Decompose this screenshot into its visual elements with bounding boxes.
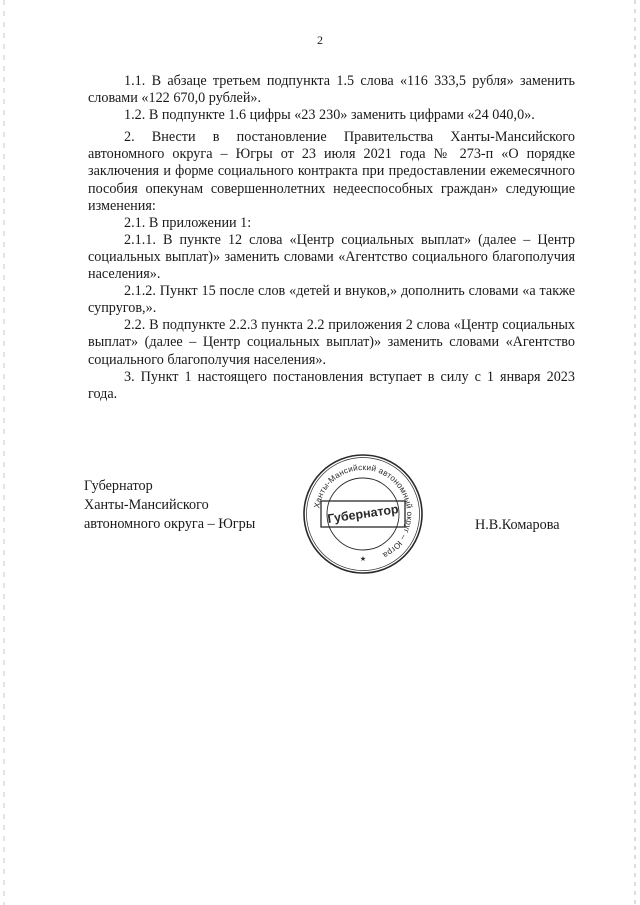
- scan-edge-left: [3, 0, 5, 905]
- page-number: 2: [317, 33, 323, 47]
- paragraph-2-1: 2.1. В приложении 1:: [124, 214, 252, 231]
- paragraph-1-1: 1.1. В абзаце третьем подпункта 1.5 слова «116 333,5 рубля» заменить словами «122 670,0 рублей».: [88, 73, 575, 107]
- signatory-name: Н.В.Комарова: [475, 517, 560, 533]
- paragraph-1-2: 1.2. В подпункте 1.6 цифры «23 230» заменить цифрами «24 040,0».: [124, 107, 535, 124]
- paragraph-2-1-2: 2.1.2. Пункт 15 после слов «детей и внуков,» дополнить словами «а также супругов,».: [88, 283, 575, 317]
- signatory-title-line-1: Губернатор: [84, 478, 153, 494]
- signatory-title: [84, 477, 255, 534]
- document-body: [88, 73, 575, 403]
- seal-star-icon: ★: [359, 556, 367, 563]
- scan-edge-right: [634, 0, 636, 905]
- paragraph-3: 3. Пункт 1 настоящего постановления вступает в силу с 1 января 2023 года.: [88, 368, 575, 402]
- paragraph-2: 2. Внести в постановление Правительства Ханты-Мансийского автономного округа – Югры от 23 июля 2021 года № 273-п «О порядке заключения и форме социального контракта при предоставлении ежемесячного пособия опекунам совершеннолетних недееспособных граждан» следующие изменения:: [88, 129, 575, 214]
- paragraph-2-2: 2.2. В подпункте 2.2.3 пункта 2.2 приложения 2 слова «Центр социальных выплат» (далее – Центр социальных выплат)» заменить словами «Агентство социального благополучия населения».: [88, 317, 575, 368]
- paragraph-2-1-1: 2.1.1. В пункте 12 слова «Центр социальных выплат» (далее – Центр социальных выплат)» заменить словами «Агентство социального благополучия населения».: [88, 231, 575, 283]
- seal-center-text: Губернатор: [326, 502, 400, 526]
- signatory-title-line-2: Ханты-Мансийского: [84, 497, 209, 513]
- seal-ring-text: Ханты-Мансийский автономный округ – Югра: [312, 462, 415, 560]
- official-seal: [301, 452, 425, 576]
- signatory-title-line-3: автономного округа – Югры: [84, 516, 256, 532]
